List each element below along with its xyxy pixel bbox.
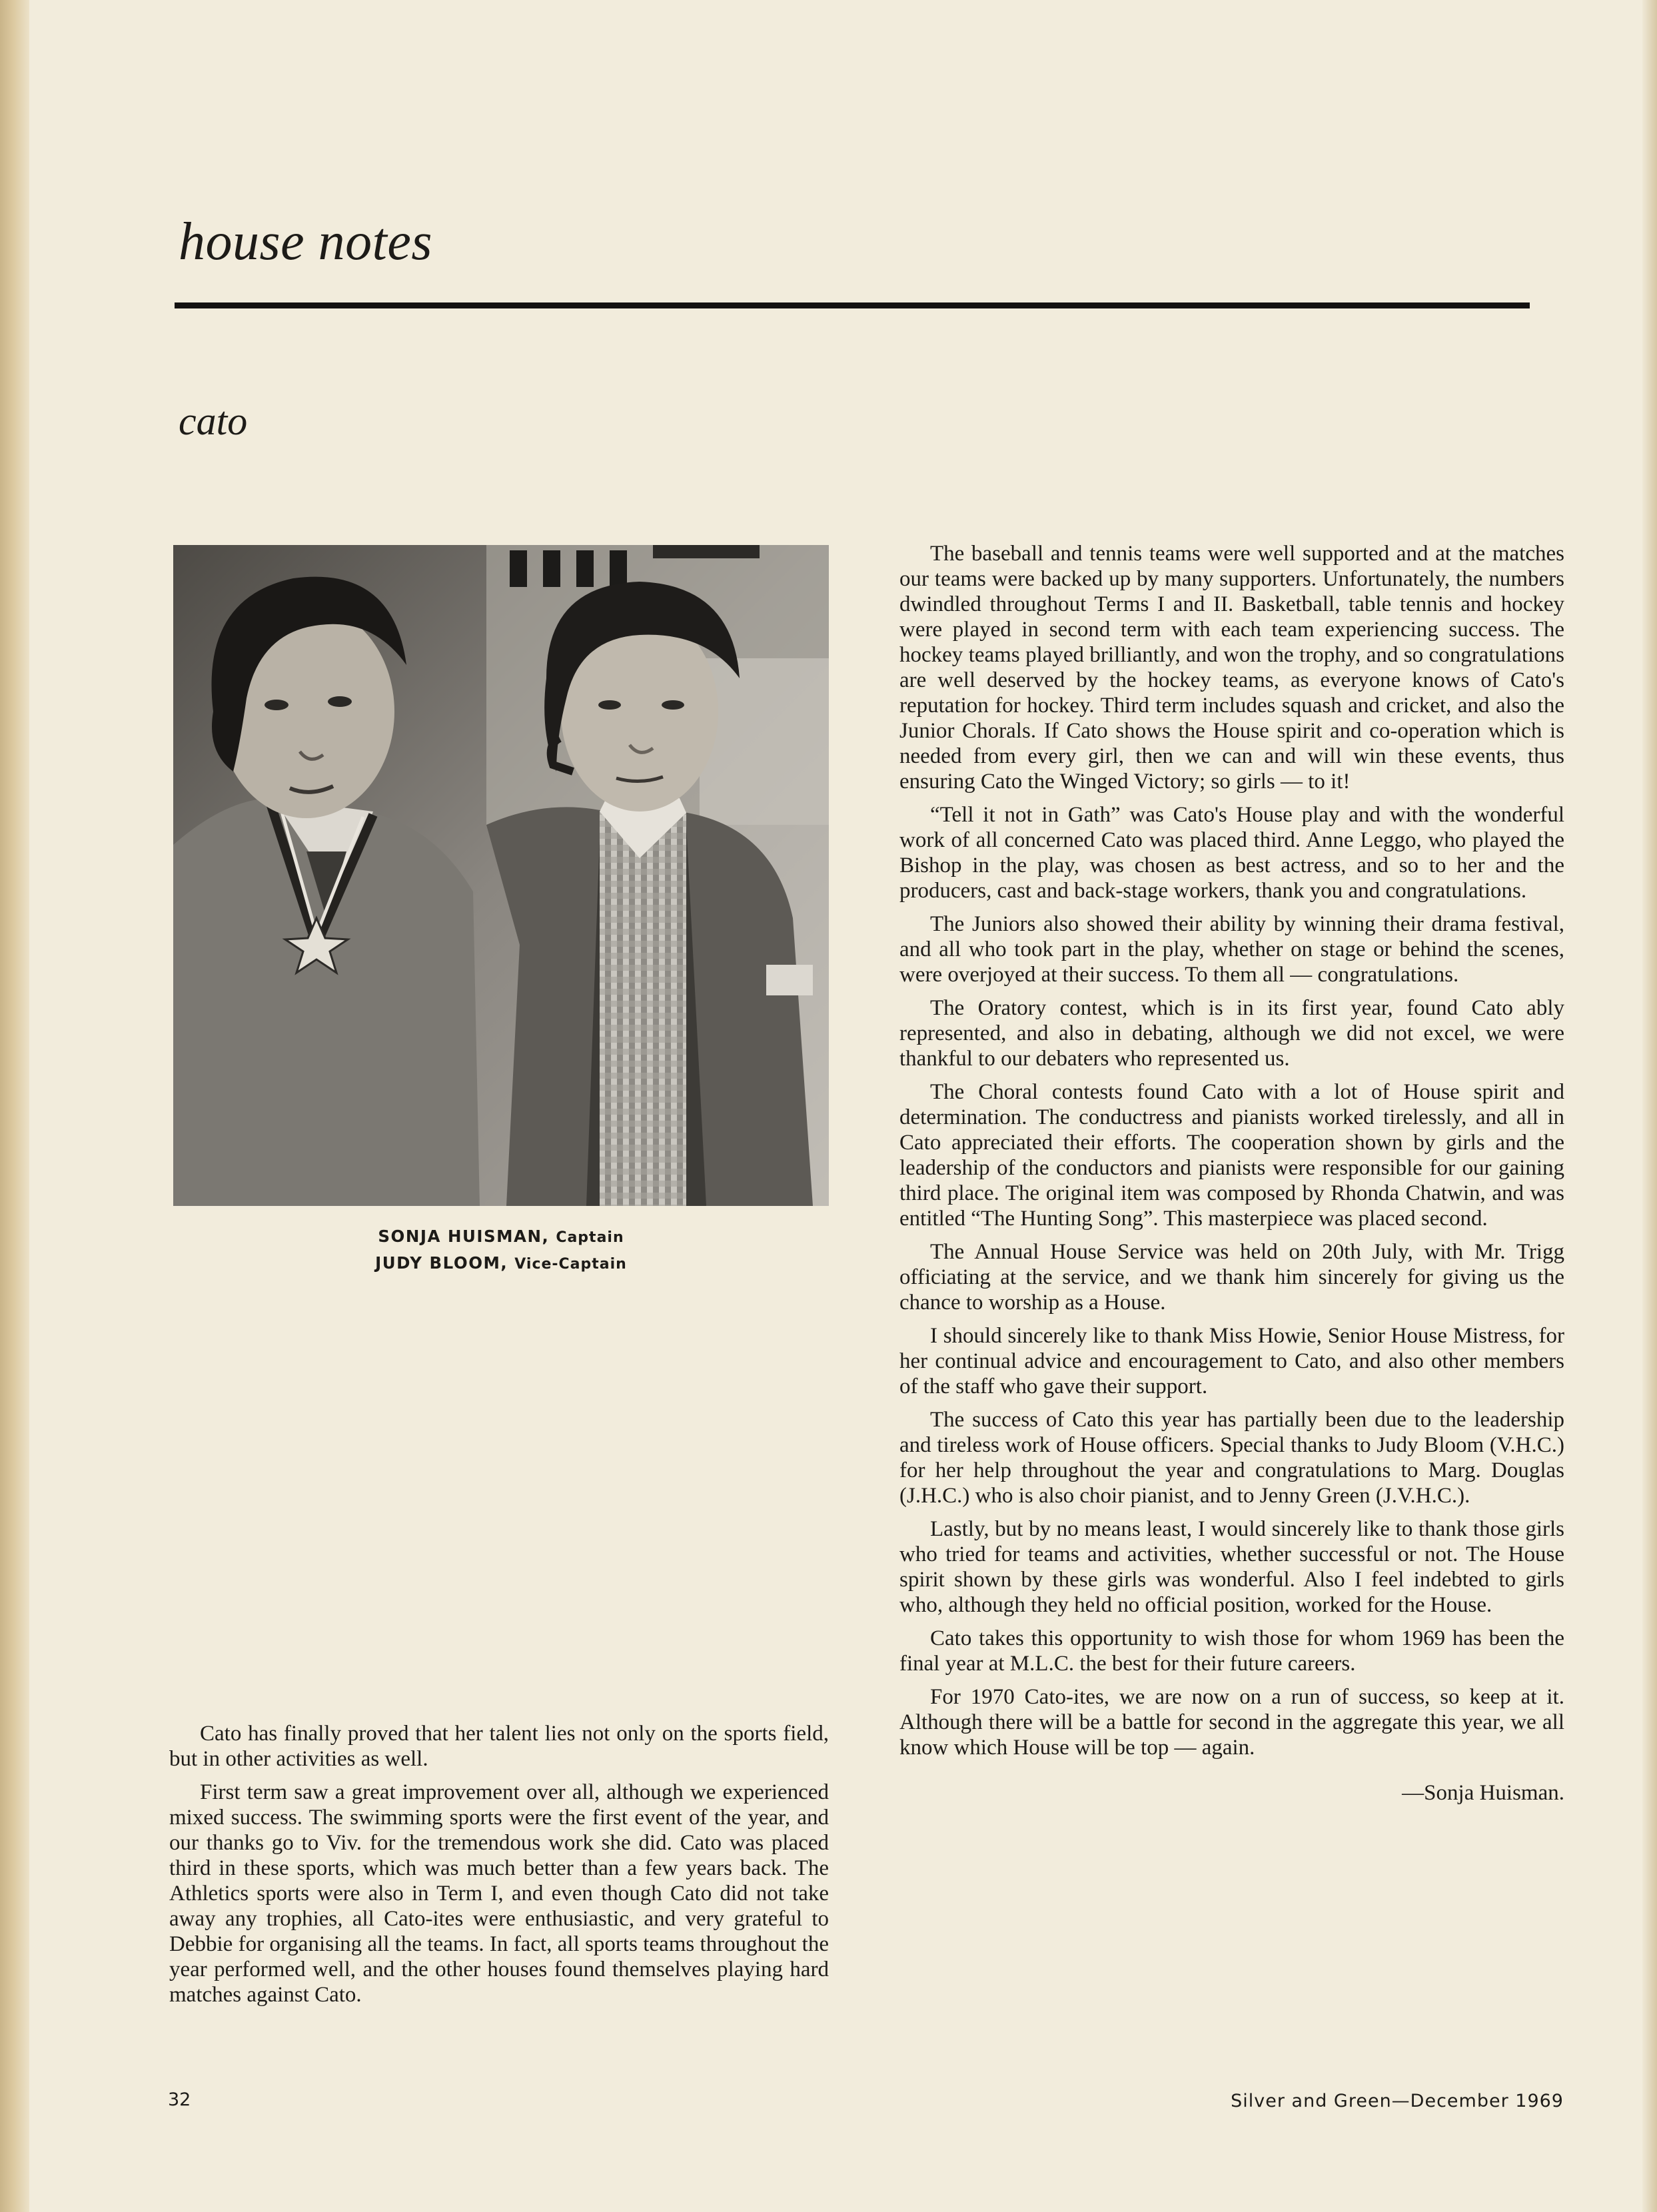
photograph-icon: [173, 545, 829, 1206]
author-signature: —Sonja Huisman.: [1402, 1781, 1564, 1805]
right-text-column: [899, 541, 1564, 1814]
caption-role: Vice-Captain: [514, 1256, 627, 1273]
article-paragraph: The Juniors also showed their ability by winning their drama festival, and all who took part in the play, whether on stage or behind the scenes, were overjoyed at their success. To them all — congratulations.: [899, 912, 1564, 987]
article-paragraph: First term saw a great improvement over all, although we experienced mixed success. The swimming sports were the first event of the year, and our thanks go to Viv. for the tremendous work she did. Cato was placed third in these sports, which was much better than a few years back. The Athletics sports were also in Term I, and even though Cato did not take away any trophies, all Cato-ites were enthusiastic, and very grateful to Debbie for organising all the teams. In fact, all sports teams throughout the year performed well, and the other houses found themselves playing hard matches against Cato.: [169, 1780, 829, 2007]
page-binding: [0, 0, 29, 2212]
article-paragraph: Lastly, but by no means least, I would sincerely like to thank those girls who tried for teams and activities, whether successful or not. The House spirit shown by these girls was wonderful. Also I feel indebted to girls who, although they held no official position, worked for the House.: [899, 1517, 1564, 1617]
caption-name: JUDY BLOOM,: [375, 1253, 508, 1273]
caption-role: Captain: [556, 1229, 624, 1246]
article-paragraph: The success of Cato this year has partially been due to the leadership and tireless work of House officers. Special thanks to Judy Bloom (V.H.C.) for her help throughout the year and congratulations to Marg. Douglas (J.H.C.) who is also choir pianist, and to Jenny Green (J.V.H.C.).: [899, 1408, 1564, 1508]
article-paragraph: The Annual House Service was held on 20th July, with Mr. Trigg officiating at the service, and we thank him sincerely for giving us the chance to worship as a House.: [899, 1240, 1564, 1315]
page-edge: [1642, 0, 1657, 2212]
section-title: house notes: [179, 213, 433, 271]
article-paragraph: Cato takes this opportunity to wish those for whom 1969 has been the final year at M.L.C. the best for their future careers.: [899, 1626, 1564, 1676]
left-text-column: [169, 1721, 829, 2015]
article-paragraph: For 1970 Cato-ites, we are now on a run of success, so keep at it. Although there will be a battle for second in the aggregate this year, we all know which House will be top — again.: [899, 1685, 1564, 1760]
article-paragraph: The Choral contests found Cato with a lot of House spirit and determination. The conductress and pianists worked tirelessly, and all in Cato appreciated their efforts. The cooperation shown by girls and the leadership of the conductors and pianists were responsible for our gaining third place. The original item was composed by Rhonda Chatwin, and was entitled “The Hunting Song”. This masterpiece was placed second.: [899, 1080, 1564, 1231]
article-paragraph: “Tell it not in Gath” was Cato's House play and with the wonderful work of all concerned Cato was placed third. Anne Leggo, who played the Bishop in the play, was chosen as best actress, and so to her and the producers, cast and back-stage workers, thank you and congratulations.: [899, 803, 1564, 903]
article-paragraph: The Oratory contest, which is in its first year, found Cato ably represented, and also in debating, although we did not excel, we were thankful to our debaters who represented us.: [899, 996, 1564, 1071]
photo-caption: [173, 1224, 829, 1277]
house-name-heading: cato: [179, 399, 248, 443]
page-number: 32: [168, 2089, 191, 2110]
caption-line-captain: [173, 1224, 829, 1251]
captain-photo: [173, 545, 829, 1206]
article-paragraph: I should sincerely like to thank Miss Howie, Senior House Mistress, for her continual advice and encouragement to Cato, and also other members of the staff who gave their support.: [899, 1324, 1564, 1398]
article-paragraph: Cato has finally proved that her talent lies not only on the sports field, but in other activities as well.: [169, 1722, 829, 1771]
title-rule: [175, 302, 1530, 308]
article-paragraph: The baseball and tennis teams were well supported and at the matches our teams were backed up by many supporters. Unfortunately, the numbers dwindled throughout Terms I and II. Basketball, table tennis and hockey were played in second term with each team experiencing success. The hockey teams played brilliantly, and won the trophy, and so congratulations are well deserved by the hockey teams, as everyone knows of Cato's reputation for hockey. Third term includes squash and cricket, and also the Junior Chorals. If Cato shows the House spirit and co-operation which is needed from every girl, then we can and will win these events, thus ensuring Cato the Winged Victory; so girls — to it!: [899, 542, 1564, 794]
caption-line-vice-captain: [173, 1251, 829, 1277]
caption-name: SONJA HUISMAN,: [378, 1227, 550, 1246]
publication-footer: Silver and Green—December 1969: [1231, 2091, 1564, 2111]
